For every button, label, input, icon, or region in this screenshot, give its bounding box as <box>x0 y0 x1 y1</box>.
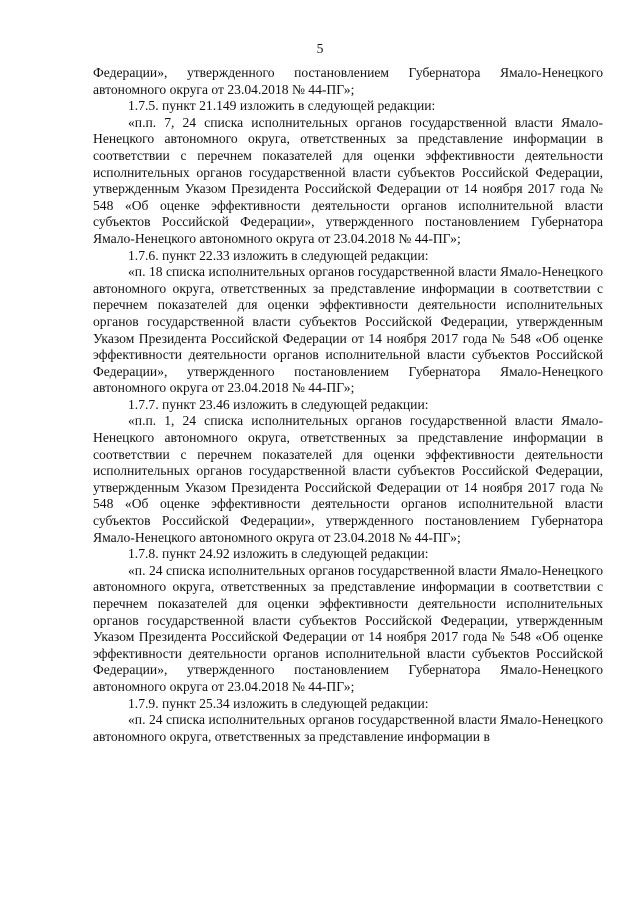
paragraph: 1.7.8. пункт 24.92 изложить в следующей редакции: <box>128 546 429 562</box>
paragraph: Федерации», утвержденного постановлением Губернатора Ямало-Ненецкого автономного округа от 23.04.2018 № 44-ПГ»; <box>93 65 603 97</box>
document-body <box>93 65 603 745</box>
paragraph: 1.7.9. пункт 25.34 изложить в следующей редакции: <box>128 695 429 711</box>
paragraph: «п. 24 списка исполнительных органов государственной власти Ямало-Ненецкого автономного округа, ответственных за представление информации в <box>93 712 603 744</box>
paragraph: 1.7.5. пункт 21.149 изложить в следующей редакции: <box>128 98 436 114</box>
paragraph: 1.7.7. пункт 23.46 изложить в следующей редакции: <box>128 396 429 412</box>
page-number: 5 <box>316 41 324 56</box>
paragraph: 1.7.6. пункт 22.33 изложить в следующей редакции: <box>128 247 429 263</box>
paragraph: «п.п. 7, 24 списка исполнительных органов государственной власти Ямало-Ненецкого автономного округа, ответственных за представление информации в соответствии с перечнем показателей для оценки эффективности деятельности исполнительных органов государственной власти субъектов Российской Федерации, утвержденным Указом Президента Российской Федерации от 14 ноября 2017 года № 548 «Об оценке эффективности деятельности органов исполнительной власти субъектов Российской Федерации», утвержденного постановлением Губернатора Ямало-Ненецкого автономного округа от 23.04.2018 № 44-ПГ»; <box>93 114 603 246</box>
paragraph: «п. 24 списка исполнительных органов государственной власти Ямало-Ненецкого автономного округа, ответственных за представление информации в соответствии с перечнем показателей для оценки эффективности деятельности исполнительных органов государственной власти субъектов Российской Федерации, утвержденным Указом Президента Российской Федерации от 14 ноября 2017 года № 548 «Об оценке эффективности деятельности органов исполнительной власти субъектов Российской Федерации», утвержденного постановлением Губернатора Ямало-Ненецкого автономного округа от 23.04.2018 № 44-ПГ»; <box>93 562 603 694</box>
paragraph: «п.п. 1, 24 списка исполнительных органов государственной власти Ямало-Ненецкого автономного округа, ответственных за представление информации в соответствии с перечнем показателей для оценки эффективности деятельности исполнительных органов государственной власти субъектов Российской Федерации, утвержденным Указом Президента Российской Федерации от 14 ноября 2017 года № 548 «Об оценке эффективности деятельности органов исполнительной власти субъектов Российской Федерации», утвержденного постановлением Губернатора Ямало-Ненецкого автономного округа от 23.04.2018 № 44-ПГ»; <box>93 413 603 545</box>
paragraph: «п. 18 списка исполнительных органов государственной власти Ямало-Ненецкого автономного округа, ответственных за представление информации в соответствии с перечнем показателей для оценки эффективности деятельности исполнительных органов государственной власти субъектов Российской Федерации, утвержденным Указом Президента Российской Федерации от 14 ноября 2017 года № 548 «Об оценке эффективности деятельности органов исполнительной власти субъектов Российской Федерации», утвержденного постановлением Губернатора Ямало-Ненецкого автономного округа от 23.04.2018 № 44-ПГ»; <box>93 264 603 396</box>
